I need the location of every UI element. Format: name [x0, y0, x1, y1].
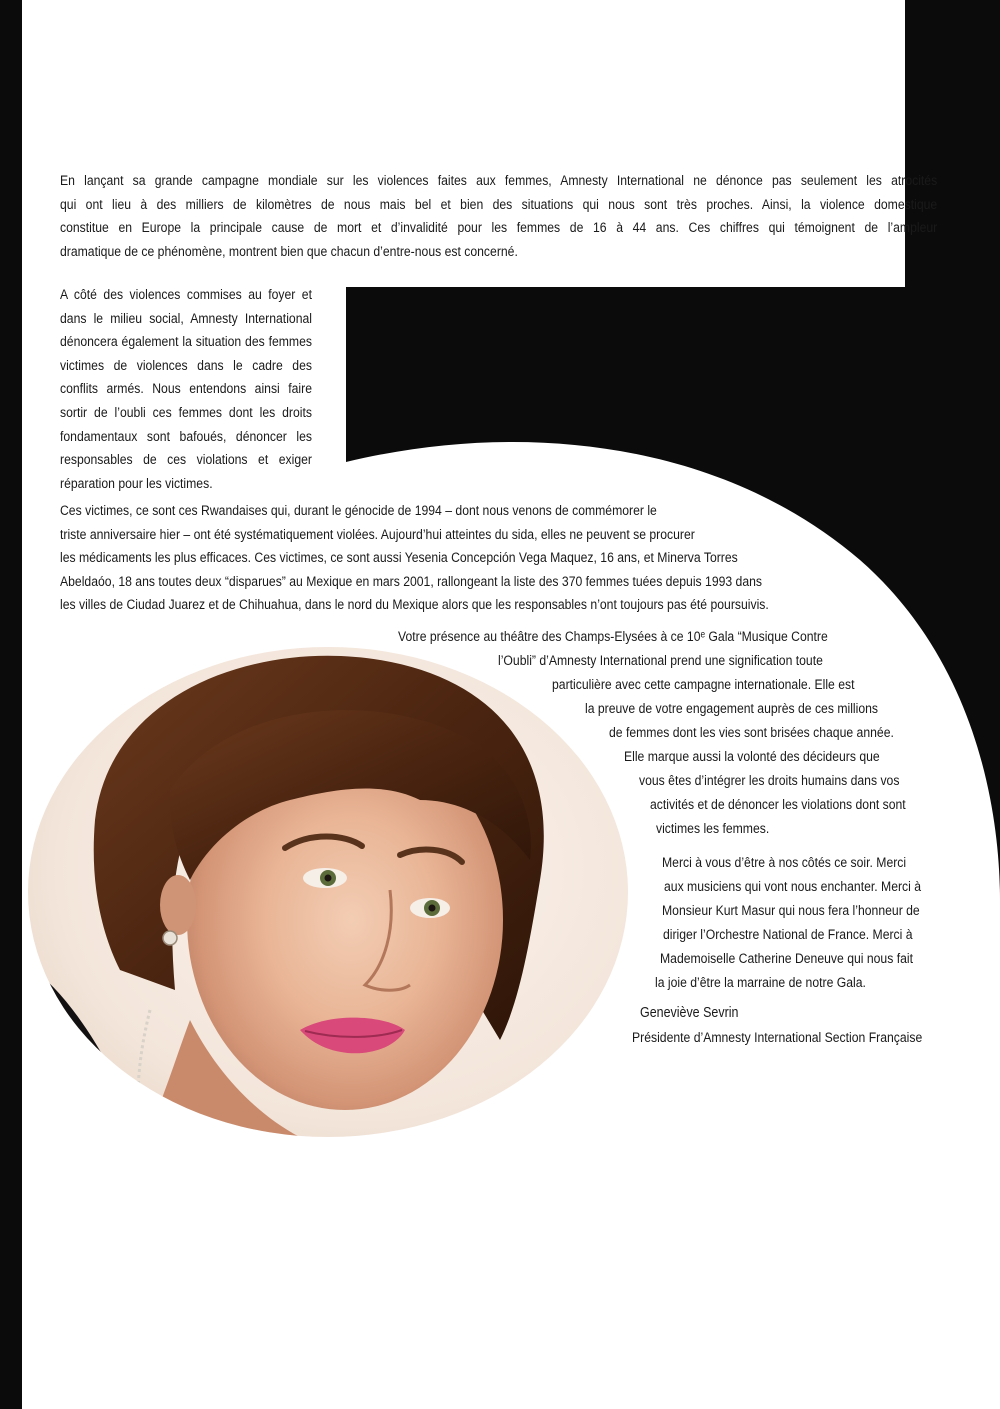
victims-paragraph — [60, 500, 769, 618]
victims-line: les médicaments les plus efficaces. Ces victimes, ce sont aussi Yesenia Concepción Vega Maquez, 16 ans, et Minerva Torres — [60, 550, 738, 567]
thanks-line: la joie d’être la marraine de notre Gala. — [655, 975, 866, 991]
intro-paragraph — [60, 170, 937, 264]
presence-line: Votre présence au théâtre des Champs-Elysées à ce 10ᵉ Gala “Musique Contre — [398, 629, 828, 645]
column-line: victimes de violences dans le cadre des — [60, 357, 312, 374]
presence-line: la preuve de votre engagement auprès de ces millions — [585, 701, 879, 717]
victims-line: Ces victimes, ce sont ces Rwandaises qui, durant le génocide de 1994 – dont nous venons de commémorer le — [60, 503, 657, 519]
column-line: fondamentaux sont bafoués, dénoncer les — [60, 428, 312, 445]
intro-line: En lançant sa grande campagne mondiale sur les violences faites aux femmes, Amnesty International ne dénonce pas seulement les atrocités — [60, 173, 938, 189]
presence-line: l’Oubli” d’Amnesty International prend une signification toute — [498, 653, 823, 669]
presence-line: particulière avec cette campagne internationale. Elle est — [552, 677, 855, 693]
victims-line: Abeldaóo, 18 ans toutes deux “disparues” au Mexique en mars 2001, rallongeant la liste des 370 femmes tuées depuis 1993 dans — [60, 573, 763, 590]
victims-line: les villes de Ciudad Juarez et de Chihuahua, dans le nord du Mexique alors que les responsables n’ont toujours pas été poursuivis. — [60, 597, 769, 614]
intro-line: qui ont lieu à des milliers de kilomètres de nous mais bel et bien des situations qui nous sont très proches. Ainsi, la violence domestique — [60, 196, 938, 213]
thanks-line: Monsieur Kurt Masur qui nous fera l’honneur de — [662, 903, 920, 919]
intro-line: constitue en Europe la principale cause de mort et d’invalidité pour les femmes de 16 à 44 ans. Ces chiffres qui témoignent de l’ampleur — [60, 220, 938, 237]
column-line: réparation pour les victimes. — [60, 475, 213, 492]
thanks-line: aux musiciens qui vont nous enchanter. Merci à — [664, 879, 922, 895]
column-line: dénoncera également la situation des femmes — [60, 334, 312, 351]
column-line: A côté des violences commises au foyer et — [60, 287, 312, 303]
thanks-line: Merci à vous d’être à nos côtés ce soir. Merci — [662, 855, 907, 871]
column-line: responsables de ces violations et exiger — [60, 452, 312, 469]
presence-line: victimes les femmes. — [656, 821, 770, 837]
column-line: sortir de l’oubli ces femmes dont les droits — [60, 404, 312, 421]
victims-line: triste anniversaire hier – ont été systématiquement violées. Aujourd’hui atteintes du sida, elles ne peuvent se procurer — [60, 526, 695, 543]
column-paragraph — [60, 284, 312, 496]
presence-line: activités et de dénoncer les violations dont sont — [650, 797, 906, 813]
signature-title: Présidente d’Amnesty International Section Française — [632, 1030, 923, 1046]
presence-line: vous êtes d’intégrer les droits humains dans vos — [639, 773, 900, 789]
column-line: conflits armés. Nous entendons ainsi faire — [60, 381, 312, 398]
intro-line: dramatique de ce phénomène, montrent bien que chacun d’entre-nous est concerné. — [60, 243, 518, 260]
thanks-line: diriger l’Orchestre National de France. Merci à — [663, 927, 913, 943]
thanks-line: Mademoiselle Catherine Deneuve qui nous fait — [660, 951, 913, 967]
signature-name: Geneviève Sevrin — [640, 1005, 739, 1021]
column-line: dans le milieu social, Amnesty International — [60, 310, 312, 327]
presence-line: de femmes dont les vies sont brisées chaque année. — [609, 725, 894, 741]
presence-line: Elle marque aussi la volonté des décideurs que — [624, 749, 880, 765]
